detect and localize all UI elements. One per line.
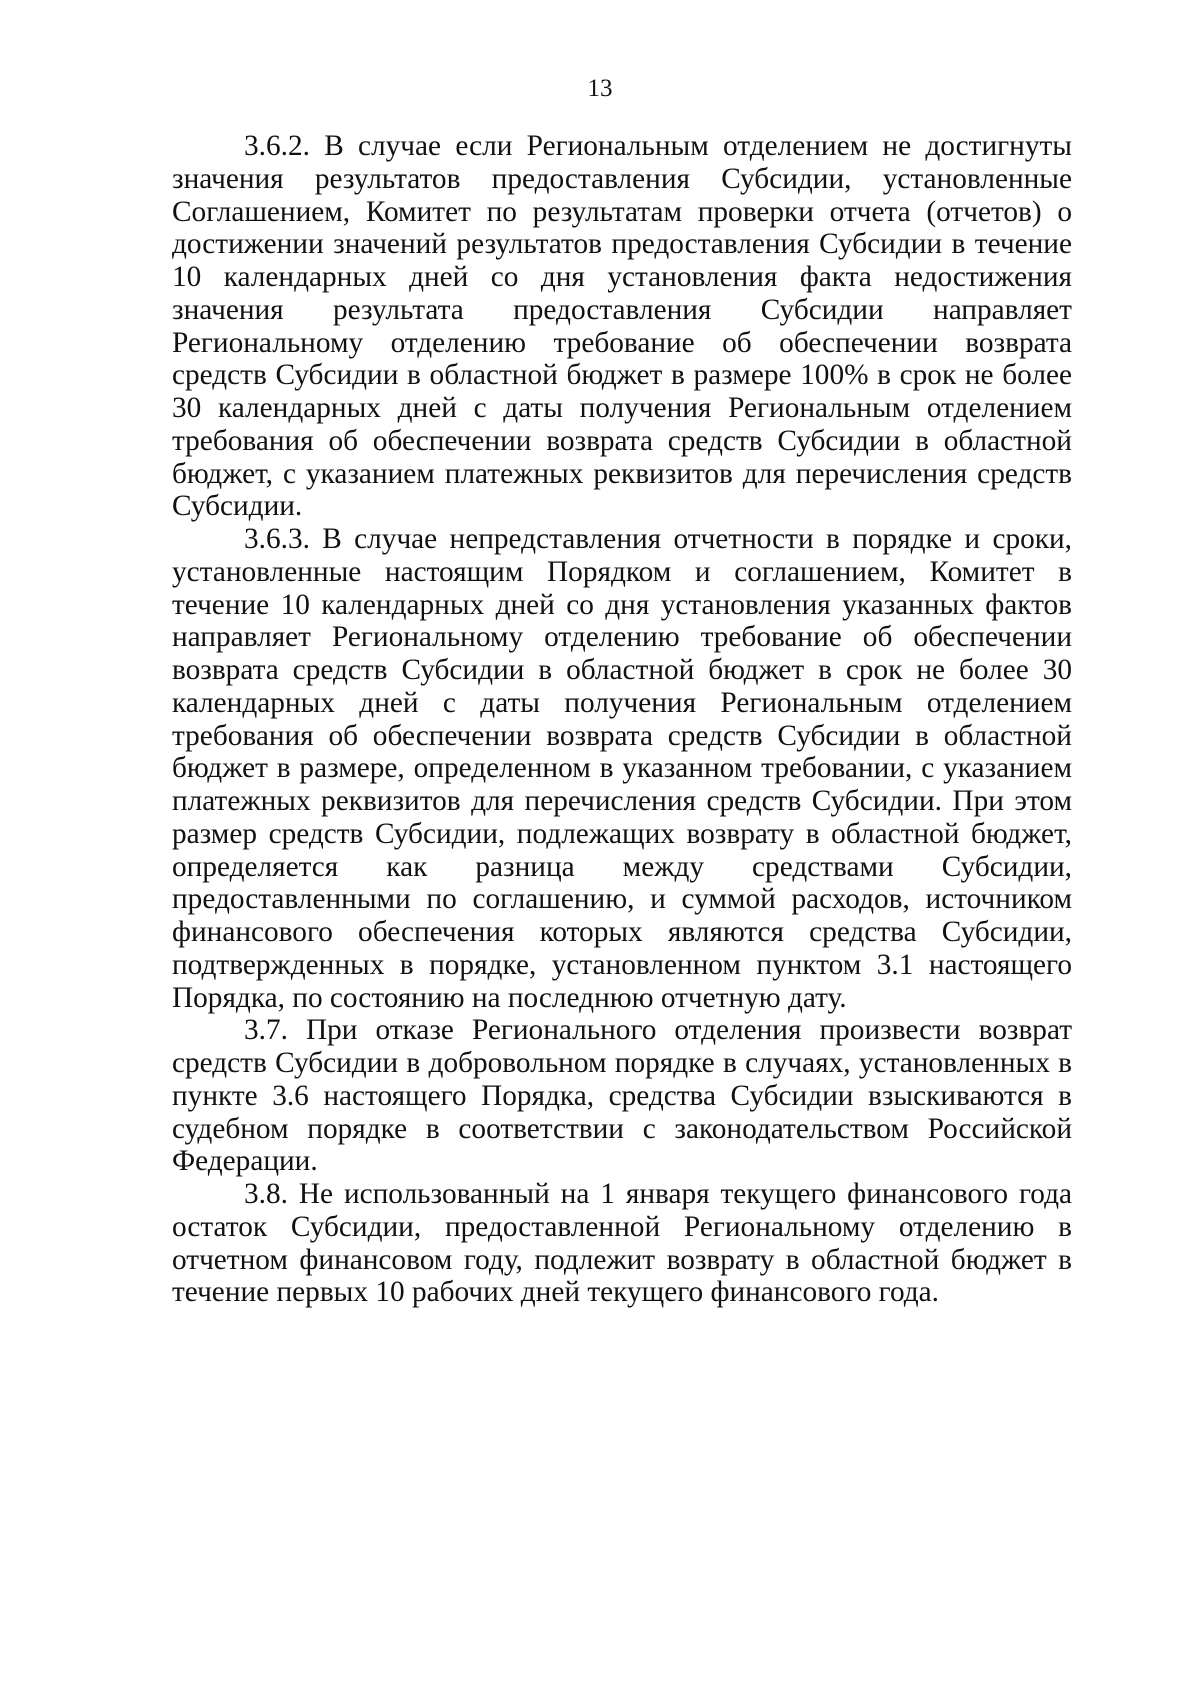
paragraph-3-8: 3.8. Не использованный на 1 января текущего финансового года остаток Субсидии, предоставленной Региональному отделению в отчетном финансовом году, подлежит возврату в областной бюджет в течение первых 10 рабочих дней текущего финансового года. (172, 1178, 1072, 1309)
paragraph-3-6-2: 3.6.2. В случае если Региональным отделением не достигнуты значения результатов предоставления Субсидии, установленные Соглашением, Комитет по результатам проверки отчета (отчетов) о достижении значений результатов предоставления Субсидии в течение 10 календарных дней со дня установления факта недостижения значения результата предоставления Субсидии направляет Региональному отделению требование об обеспечении возврата средств Субсидии в областной бюджет в размере 100% в срок не более 30 календарных дней с даты получения Региональным отделением требования об обеспечении возврата средств Субсидии в областной бюджет, с указанием платежных реквизитов для перечисления средств Субсидии. (172, 130, 1072, 523)
paragraph-3-7: 3.7. При отказе Регионального отделения произвести возврат средств Субсидии в добровольном порядке в случаях, установленных в пункте 3.6 настоящего Порядка, средства Субсидии взыскиваются в судебном порядке в соответствии с законодательством Российской Федерации. (172, 1014, 1072, 1178)
document-body (172, 130, 1072, 1309)
paragraph-3-6-3: 3.6.3. В случае непредставления отчетности в порядке и сроки, установленные настоящим Порядком и соглашением, Комитет в течение 10 календарных дней со дня установления указанных фактов направляет Региональному отделению требование об обеспечении возврата средств Субсидии в областной бюджет в срок не более 30 календарных дней с даты получения Региональным отделением требования об обеспечении возврата средств Субсидии в областной бюджет в размере, определенном в указанном требовании, с указанием платежных реквизитов для перечисления средств Субсидии. При этом размер средств Субсидии, подлежащих возврату в областной бюджет, определяется как разница между средствами Субсидии, предоставленными по соглашению, и суммой расходов, источником финансового обеспечения которых являются средства Субсидии, подтвержденных в порядке, установленном пунктом 3.1 настоящего Порядка, по состоянию на последнюю отчетную дату. (172, 523, 1072, 1014)
page-number: 13 (587, 75, 613, 102)
